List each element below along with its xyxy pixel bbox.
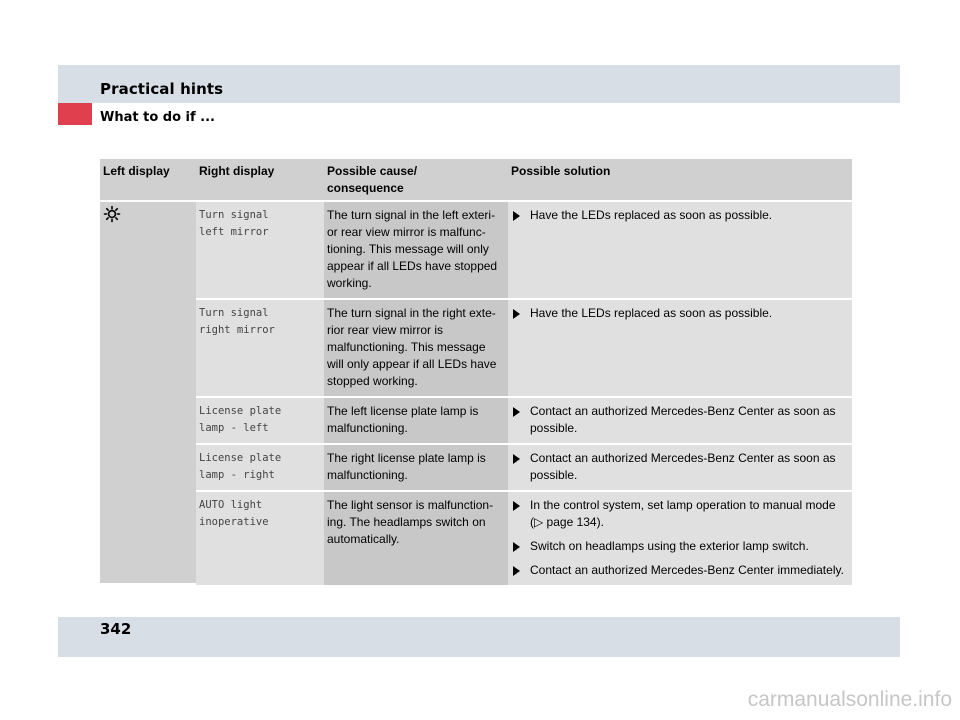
possible-solution-cell <box>508 492 852 585</box>
solution-item: Contact an authorized Mercedes-Benz Center immediately. <box>511 562 849 579</box>
table-row <box>100 445 852 492</box>
bullet-arrow-icon <box>513 566 520 576</box>
table-row <box>100 398 852 445</box>
possible-solution-cell <box>508 445 852 492</box>
bullet-arrow-icon <box>513 407 520 417</box>
possible-cause-cell: The left license plate lamp is malfunctioning. <box>324 398 508 445</box>
solution-item: Contact an authorized Mercedes-Benz Center as soon as possible. <box>511 403 849 437</box>
solution-item: Contact an authorized Mercedes-Benz Center as soon as possible. <box>511 450 849 484</box>
solution-item: Have the LEDs replaced as soon as possible. <box>511 207 849 224</box>
practical-hints-table <box>100 159 852 585</box>
header-right-display: Right display <box>196 159 324 202</box>
solution-item: In the control system, set lamp operation to manual mode (▷ page 134). <box>511 497 849 531</box>
right-display-cell <box>196 445 324 492</box>
bullet-arrow-icon <box>513 211 520 221</box>
header-possible-cause: Possible cause/ consequence <box>324 159 508 202</box>
header-possible-solution: Possible solution <box>508 159 852 202</box>
table-row <box>100 300 852 398</box>
possible-cause-cell: The turn signal in the left exteri-or rear view mirror is malfunc-tioning. This message will only appear if all LEDs have stopped working. <box>324 202 508 300</box>
left-display-cell <box>100 202 196 585</box>
display-message: License plate lamp - right <box>199 452 282 481</box>
footer-band <box>58 617 900 657</box>
bullet-arrow-icon <box>513 542 520 552</box>
table-header-row <box>100 159 852 202</box>
bullet-arrow-icon <box>513 501 520 511</box>
possible-cause-cell: The turn signal in the right exte-rior rear view mirror is malfunctioning. This message will only appear if all LEDs have stopped working. <box>324 300 508 398</box>
display-message: Turn signal left mirror <box>199 209 269 238</box>
possible-solution-cell <box>508 398 852 445</box>
solution-item: Have the LEDs replaced as soon as possible. <box>511 305 849 322</box>
bullet-arrow-icon <box>513 454 520 464</box>
solution-item: Switch on headlamps using the exterior lamp switch. <box>511 538 849 555</box>
display-message: License plate lamp - left <box>199 405 282 434</box>
chapter-tab-marker <box>58 103 92 125</box>
page-number: 342 <box>100 620 132 638</box>
subsection-title: What to do if ... <box>100 110 215 125</box>
table-row <box>100 492 852 585</box>
exterior-lamp-icon <box>103 205 121 223</box>
possible-cause-cell: The light sensor is malfunction-ing. The headlamps switch on automatically. <box>324 492 508 585</box>
table-row <box>100 202 852 300</box>
right-display-cell <box>196 398 324 445</box>
possible-solution-cell <box>508 300 852 398</box>
watermark-text: carmanualsonline.info <box>747 688 952 711</box>
right-display-cell <box>196 492 324 585</box>
header-left-display: Left display <box>100 159 196 202</box>
right-display-cell <box>196 300 324 398</box>
right-display-cell <box>196 202 324 300</box>
possible-solution-cell <box>508 202 852 300</box>
bullet-arrow-icon <box>513 309 520 319</box>
display-message: AUTO light inoperative <box>199 499 269 528</box>
section-title: Practical hints <box>100 80 224 98</box>
possible-cause-cell: The right license plate lamp is malfunctioning. <box>324 445 508 492</box>
display-message: Turn signal right mirror <box>199 307 275 336</box>
